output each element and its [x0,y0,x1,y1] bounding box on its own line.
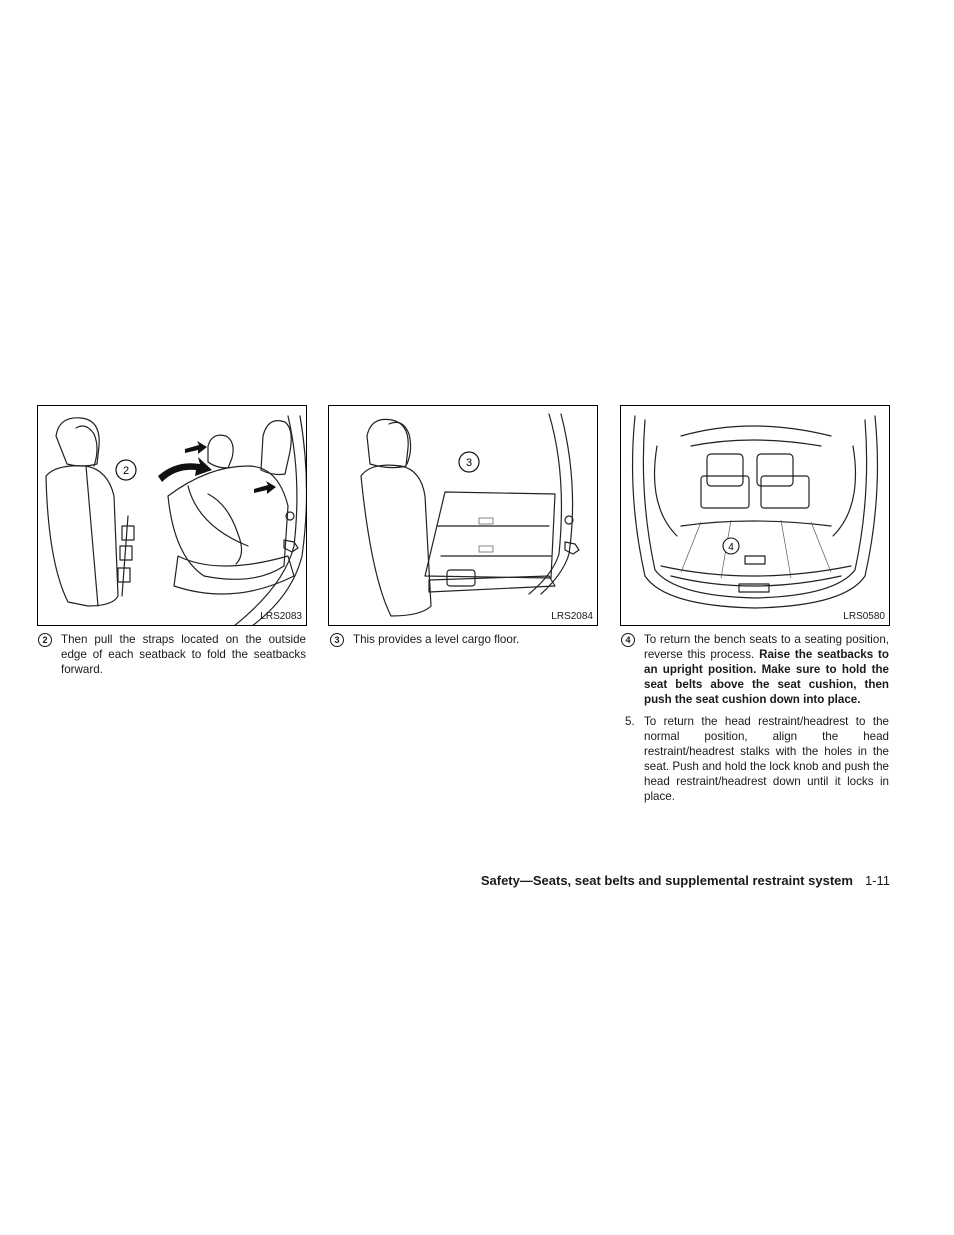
page-number: 1-11 [864,873,890,888]
figure-cargo-area [620,405,890,626]
seat-fold-illustration [38,406,306,625]
step-text: To return the bench seats to a seating position, reverse this process. [644,633,889,661]
figure-seat-fold [37,405,307,626]
cargo-floor-illustration [329,406,597,625]
section-title: Safety—Seats, seat belts and supplemental restraint system [480,873,853,888]
svg-text:3: 3 [465,457,473,469]
column-3 [621,632,889,804]
svg-text:2: 2 [122,465,130,477]
step-2 [38,632,306,677]
figure-code: LRS0580 [843,611,885,622]
svg-text:4: 4 [728,542,734,553]
figure-code: LRS2084 [551,611,593,622]
step-number: 4 [621,633,635,647]
step-4 [621,632,889,707]
figure-code: LRS2083 [260,611,302,622]
step-number: 2 [38,633,52,647]
step-text: This provides a level cargo floor. [353,633,520,646]
page-footer [440,873,890,888]
column-1 [38,632,306,677]
figure-cargo-floor [328,405,598,626]
step-3 [330,632,598,647]
step-text: Then pull the straps located on the outside edge of each seatback to fold the seatbacks forward. [61,633,306,676]
step-5 [621,714,889,804]
step-text: To return the head restraint/headrest to the normal position, align the head restraint/headrest stalks with the holes in the seat. Push and hold the lock knob and push the head restraint/headrest down until it locks in place. [644,715,889,803]
step-number: 3 [330,633,344,647]
step-warning: Raise the seatbacks to an upright position. Make sure to hold the seat belts above the seat cushion, then push the seat cushion down into place. [644,648,890,706]
step-number: 5. [625,715,635,728]
cargo-area-illustration [621,406,889,625]
column-2 [330,632,598,647]
arrow-icon [158,457,212,482]
